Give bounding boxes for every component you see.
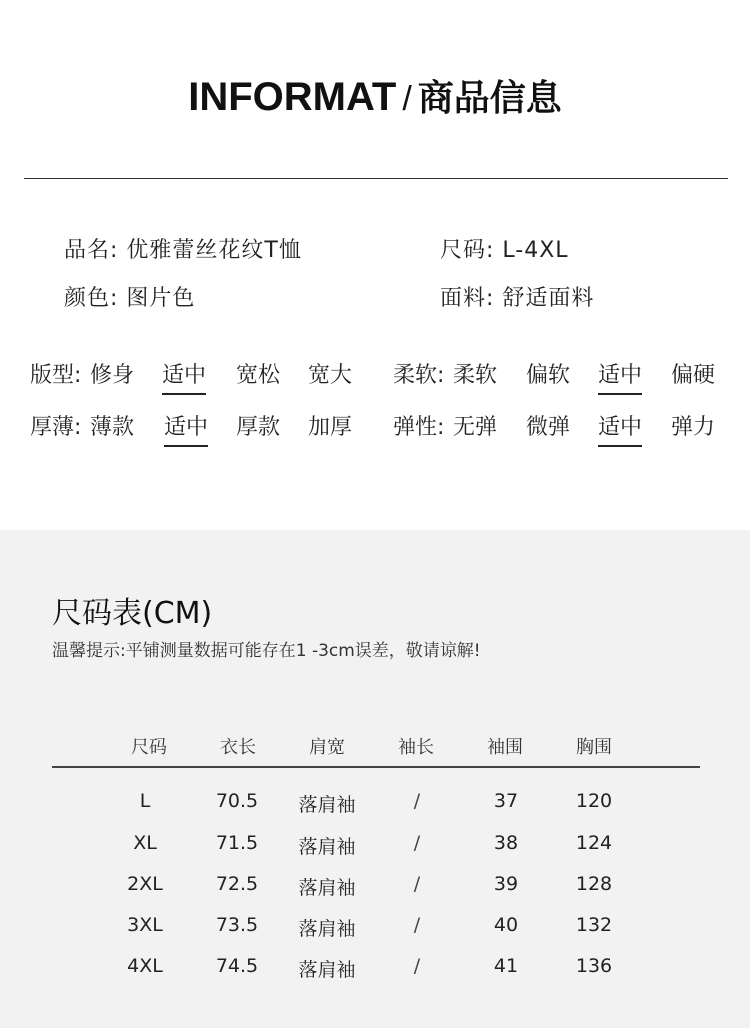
table-cell: 70.5: [215, 790, 259, 812]
product-color-value: 图片色: [126, 286, 196, 311]
attr-softness-option: 偏软: [526, 363, 571, 388]
attr-elasticity-option: 微弹: [526, 415, 571, 440]
table-cell: 40: [493, 914, 519, 936]
attr-elasticity-option: 弹力: [671, 415, 716, 440]
product-color-label: 颜色:: [64, 286, 119, 311]
attr-softness-label: 柔软:: [393, 363, 445, 388]
product-size: [440, 233, 569, 264]
table-cell: 128: [575, 873, 613, 895]
attr-fit-option: 宽大: [308, 363, 353, 388]
table-cell: 落肩袖: [298, 836, 356, 858]
table-cell: 74.5: [215, 955, 259, 977]
page-title: [0, 70, 750, 121]
table-cell: /: [413, 914, 421, 936]
attr-elasticity-label: 弹性:: [393, 415, 445, 440]
attr-elasticity-option: 无弹: [453, 415, 498, 440]
table-cell: 落肩袖: [298, 918, 356, 940]
table-cell: 72.5: [215, 873, 259, 895]
product-color: [64, 281, 195, 312]
table-cell: 落肩袖: [298, 794, 356, 816]
table-cell: 39: [493, 873, 519, 895]
table-cell: L: [139, 790, 151, 812]
table-cell: /: [413, 832, 421, 854]
table-header-divider: [52, 766, 700, 768]
table-header-cell: 袖围: [487, 737, 523, 758]
table-cell: 124: [575, 832, 613, 854]
table-cell: 4XL: [127, 955, 163, 977]
attr-fit-option-selected: 适中: [162, 358, 206, 395]
table-cell: XL: [133, 832, 157, 854]
table-header-cell: 胸围: [576, 737, 612, 758]
attr-softness-option-selected: 适中: [598, 358, 642, 395]
attr-thickness-option: 薄款: [90, 415, 135, 440]
product-fabric: [440, 281, 594, 312]
table-cell: 3XL: [127, 914, 163, 936]
table-header-cell: 肩宽: [309, 737, 345, 758]
product-size-label: 尺码:: [440, 238, 495, 263]
table-cell: 落肩袖: [298, 877, 356, 899]
product-size-value: L-4XL: [502, 238, 569, 263]
title-separator: /: [402, 80, 412, 118]
product-name-label: 品名:: [64, 238, 119, 263]
attr-elasticity-option-selected: 适中: [598, 410, 642, 447]
attr-softness: [375, 358, 750, 398]
table-cell: /: [413, 790, 421, 812]
size-chart-section: [0, 530, 750, 1028]
table-cell: 41: [493, 955, 519, 977]
title-cn: 商品信息: [417, 77, 562, 118]
table-cell: /: [413, 955, 421, 977]
product-name: [64, 233, 302, 264]
attr-thickness-label: 厚薄:: [30, 415, 82, 440]
attr-fit-label: 版型:: [30, 363, 82, 388]
table-header-cell: 袖长: [398, 737, 434, 758]
attr-thickness-option: 加厚: [308, 415, 353, 440]
table-cell: 2XL: [127, 873, 163, 895]
table-cell: 73.5: [215, 914, 259, 936]
product-name-value: 优雅蕾丝花纹T恤: [126, 238, 302, 263]
table-cell: 132: [575, 914, 613, 936]
attr-softness-option: 偏硬: [671, 363, 716, 388]
title-en: INFORMAT: [188, 75, 397, 119]
attr-thickness-option: 厚款: [236, 415, 281, 440]
table-cell: 71.5: [215, 832, 259, 854]
attr-thickness-option-selected: 适中: [164, 410, 208, 447]
attr-elasticity: [375, 410, 750, 450]
attr-thickness: [0, 410, 375, 450]
table-cell: /: [413, 873, 421, 895]
table-cell: 38: [493, 832, 519, 854]
table-cell: 136: [575, 955, 613, 977]
table-header-cell: 衣长: [220, 737, 256, 758]
product-fabric-value: 舒适面料: [502, 286, 595, 311]
title-divider: [24, 178, 728, 179]
attr-softness-option: 柔软: [453, 363, 498, 388]
attr-fit-option: 宽松: [236, 363, 281, 388]
table-header-cell: 尺码: [131, 737, 167, 758]
attr-fit: [0, 358, 375, 398]
size-chart-tip: 温馨提示:平铺测量数据可能存在1 -3cm误差，敬请谅解!: [52, 641, 481, 661]
table-cell: 落肩袖: [298, 959, 356, 981]
size-chart-title: 尺码表(CM): [52, 596, 213, 631]
table-cell: 120: [575, 790, 613, 812]
product-fabric-label: 面料:: [440, 286, 495, 311]
attr-fit-option: 修身: [90, 363, 135, 388]
table-cell: 37: [493, 790, 519, 812]
